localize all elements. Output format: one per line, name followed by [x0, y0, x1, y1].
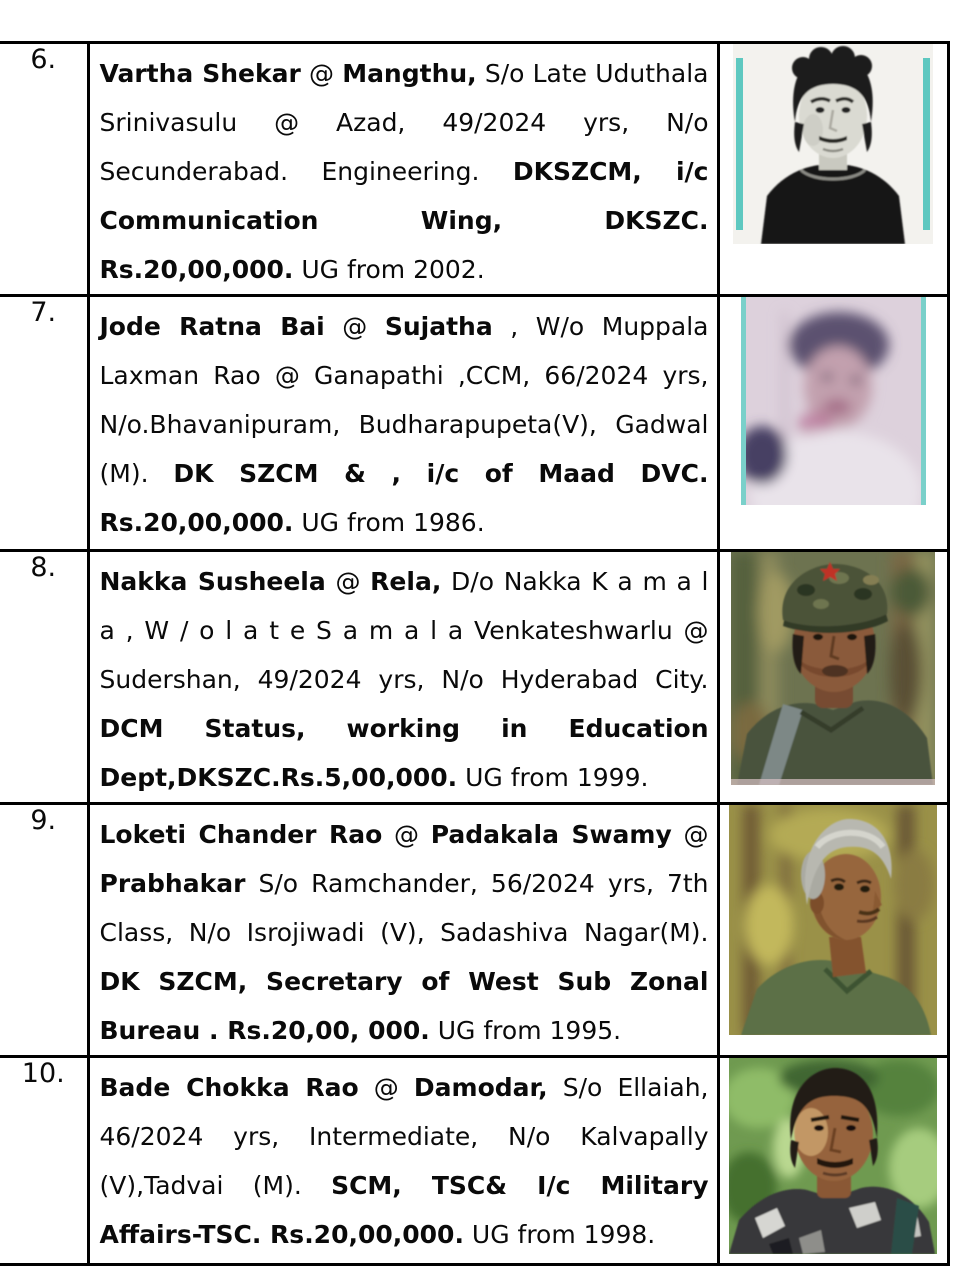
row-8-description-cell	[88, 551, 718, 804]
row-6-number: 6.	[30, 44, 57, 75]
row-7-person-description: Jode Ratna Bai @ Sujatha , W/o Muppala Laxman Rao @ Ganapathi ,CCM, 66/2024 yrs, N/o.Bhavanipuram, Budharapupeta(V), Gadwal (M). DK SZCM & , i/c of Maad DVC. Rs.20,00,000. UG from 1986.	[99, 312, 709, 537]
row-9-number-cell	[0, 804, 88, 1057]
table-row-8	[0, 551, 948, 804]
row-10-photo-cell	[718, 1057, 948, 1265]
portrait-photo-7-image	[741, 297, 926, 505]
portrait-photo-10	[729, 1058, 937, 1254]
row-10-number-cell	[0, 1057, 88, 1265]
row-9-photo-cell	[718, 804, 948, 1057]
portrait-photo-9	[729, 805, 937, 1035]
table-row-10	[0, 1057, 948, 1265]
row-6-number-cell	[0, 43, 88, 296]
row-9-description-cell	[88, 804, 718, 1057]
table-row-9	[0, 804, 948, 1057]
portrait-photo-8-image	[731, 552, 935, 785]
row-7-photo-cell	[718, 296, 948, 551]
row-10-person-description: Bade Chokka Rao @ Damodar, S/o Ellaiah, 46/2024 yrs, Intermediate, N/o Kalvapally (V),Tadvai (M). SCM, TSC& I/c Military Affairs-TSC. Rs.20,00,000. UG from 1998.	[99, 1073, 709, 1249]
portrait-photo-7	[741, 297, 926, 505]
portrait-photo-10-image	[729, 1058, 937, 1254]
row-7-number: 7.	[30, 297, 57, 328]
portrait-photo-8	[731, 552, 935, 785]
portrait-photo-6	[733, 44, 933, 244]
table-row-7	[0, 296, 948, 551]
row-7-number-cell	[0, 296, 88, 551]
row-9-number: 9.	[30, 805, 57, 836]
row-8-number-cell	[0, 551, 88, 804]
row-6-person-description: Vartha Shekar @ Mangthu, S/o Late Uduthala Srinivasulu @ Azad, 49/2024 yrs, N/o Secunderabad. Engineering. DKSZCM, i/c Communication Wing, DKSZC. Rs.20,00,000. UG from 2002.	[99, 59, 709, 284]
row-8-photo-cell	[718, 551, 948, 804]
wanted-persons-table	[0, 41, 950, 1266]
row-6-photo-cell	[718, 43, 948, 296]
portrait-photo-9-image	[729, 805, 937, 1035]
table-row-6	[0, 43, 948, 296]
row-8-number: 8.	[30, 552, 57, 583]
row-8-person-description: Nakka Susheela @ Rela, D/o Nakka K a m a l a , W / o l a t e S a m a l a Venkateshwarlu @ Sudershan, 49/2024 yrs, N/o Hyderabad City. DCM Status, working in Education Dept,DKSZC.Rs.5,00,000. UG from 1999.	[99, 567, 709, 792]
row-10-number: 10.	[21, 1058, 65, 1089]
row-7-description-cell	[88, 296, 718, 551]
row-10-description-cell	[88, 1057, 718, 1265]
portrait-photo-6-image	[733, 44, 933, 244]
row-9-person-description: Loketi Chander Rao @ Padakala Swamy @ Prabhakar S/o Ramchander, 56/2024 yrs, 7th Class, N/o Isrojiwadi (V), Sadashiva Nagar(M). DK SZCM, Secretary of West Sub Zonal Bureau . Rs.20,00, 000. UG from 1995.	[99, 820, 709, 1045]
row-6-description-cell	[88, 43, 718, 296]
